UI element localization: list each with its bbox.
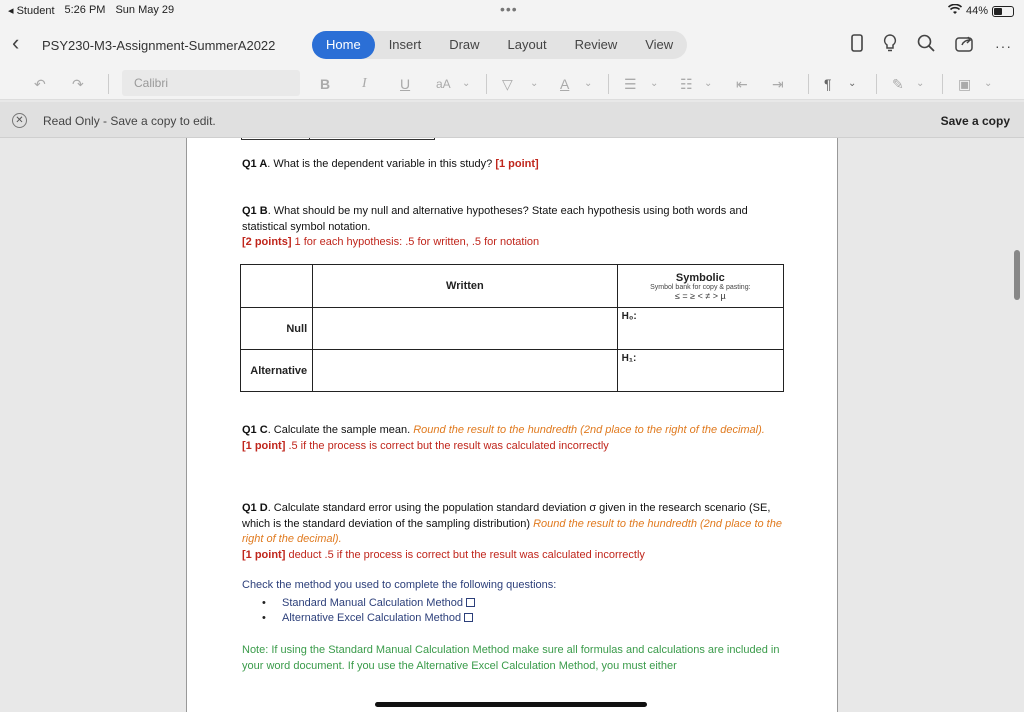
chevron-down-icon[interactable]: ⌄	[848, 78, 857, 89]
toolbar-divider	[108, 74, 109, 94]
row-label-null: Null	[241, 308, 313, 350]
chevron-down-icon[interactable]: ⌄	[584, 78, 593, 89]
question-1d: Q1 D. Calculate standard error using the population standard deviation σ given in the research scenario (SE, which is the standard deviation of the sampling distribution) Round the result to the hundredth (2nd place to the right of the decimal). [1 point] deduct .5 if the process is correct but the result was calculated incorrectly	[242, 502, 782, 561]
battery-percent: 44%	[965, 5, 988, 17]
wifi-icon	[948, 4, 962, 18]
share-icon[interactable]	[955, 34, 975, 57]
font-size-button[interactable]: aA	[436, 77, 451, 91]
search-icon[interactable]	[917, 34, 935, 57]
chevron-down-icon[interactable]: ⌄	[650, 78, 659, 89]
save-a-copy-button[interactable]: Save a copy	[940, 114, 1010, 128]
document-title[interactable]: PSY230-M3-Assignment-SummerA2022	[42, 38, 276, 53]
chevron-left-icon[interactable]: ‹	[12, 30, 20, 55]
manual-method-checkbox[interactable]	[466, 598, 475, 607]
lightbulb-icon[interactable]	[883, 34, 897, 57]
highlight-icon[interactable]: ▽	[502, 76, 513, 92]
font-name-select[interactable]: Calibri	[122, 70, 300, 96]
tab-view[interactable]: View	[645, 37, 674, 52]
chevron-down-icon[interactable]: ⌄	[704, 78, 713, 89]
status-time: 5:26 PM	[64, 4, 106, 16]
chevron-down-icon[interactable]: ⌄	[984, 78, 993, 89]
method-check	[242, 578, 787, 627]
alternative-symbolic-cell[interactable]: H₁:	[617, 350, 783, 392]
paragraph-icon[interactable]: ¶	[824, 76, 832, 92]
increase-indent-icon[interactable]: ⇥	[772, 76, 784, 92]
tab-home[interactable]: Home	[312, 31, 375, 59]
close-circle-icon[interactable]: ✕	[12, 113, 27, 128]
decrease-indent-icon[interactable]: ⇤	[736, 76, 748, 92]
list-item: • Standard Manual Calculation Method	[242, 596, 787, 612]
tab-insert[interactable]: Insert	[388, 37, 422, 52]
list-item: • Alternative Excel Calculation Method	[242, 611, 787, 627]
undo-icon[interactable]: ↶	[34, 76, 46, 92]
chevron-down-icon[interactable]: ⌄	[462, 78, 471, 89]
more-icon[interactable]: ···	[995, 37, 1012, 54]
status-date: Sun May 29	[115, 4, 175, 16]
tab-review[interactable]: Review	[574, 37, 618, 52]
title-bar	[0, 22, 1024, 68]
styles-icon[interactable]: ✎	[892, 76, 904, 92]
null-symbolic-cell[interactable]: H₀:	[617, 308, 783, 350]
read-only-message: Read Only - Save a copy to edit.	[43, 114, 216, 128]
status-bar	[0, 0, 1024, 22]
question-1b: Q1 B. What should be my null and alternative hypotheses? State each hypothesis using both words and statistical symbol notation. [2 points] 1 for each hypothesis: .5 for written, .5 for notation	[242, 205, 748, 248]
redo-icon[interactable]: ↷	[72, 76, 84, 92]
underline-button[interactable]: U	[400, 76, 411, 92]
tab-layout[interactable]: Layout	[507, 37, 547, 52]
battery-icon	[992, 6, 1014, 17]
clipboard-icon[interactable]: ▣	[958, 76, 972, 92]
method-check-prompt: Check the method you used to complete the following questions:	[242, 579, 557, 591]
phone-icon[interactable]	[851, 34, 863, 57]
hypothesis-table	[240, 264, 784, 392]
written-column-header: Written	[313, 265, 618, 308]
ribbon-tabs	[312, 31, 687, 59]
alternative-written-cell[interactable]	[313, 350, 618, 392]
read-only-bar	[0, 102, 1024, 138]
symbolic-column-header: Symbolic Symbol bank for copy & pasting: ≤ = ≥ < ≠ > µ	[617, 265, 783, 308]
question-1c: Q1 C. Calculate the sample mean. Round the result to the hundredth (2nd place to the right of the decimal). [1 point] .5 if the process is correct but the result was calculated incorrectly	[242, 424, 765, 452]
null-written-cell[interactable]	[313, 308, 618, 350]
chevron-down-icon[interactable]: ⌄	[916, 78, 925, 89]
formatting-toolbar	[0, 68, 1024, 100]
font-color-icon[interactable]: A	[560, 76, 570, 92]
excel-method-checkbox[interactable]	[464, 613, 473, 622]
document-page[interactable]	[186, 138, 838, 712]
question-1a: Q1 A. What is the dependent variable in this study? [1 point]	[242, 158, 539, 170]
battery-level	[994, 8, 1002, 15]
multitasking-dots-icon[interactable]: •••	[500, 1, 518, 17]
bold-button[interactable]: B	[320, 76, 331, 92]
note-paragraph: Note: If using the Standard Manual Calculation Method make sure all formulas and calculations are included in your word document. If you use the Alternative Excel Calculation Method, you must either	[242, 644, 780, 672]
tab-draw[interactable]: Draw	[449, 37, 480, 52]
previous-table-edge	[241, 138, 435, 140]
home-indicator[interactable]	[375, 702, 647, 707]
italic-button[interactable]: I	[362, 76, 367, 91]
bullet-list-icon[interactable]: ☰	[624, 76, 637, 92]
vertical-scrollbar[interactable]	[1014, 250, 1020, 300]
chevron-down-icon[interactable]: ⌄	[530, 78, 539, 89]
numbered-list-icon[interactable]: ☷	[680, 76, 693, 92]
row-label-alternative: Alternative	[241, 350, 313, 392]
document-canvas[interactable]	[0, 138, 1024, 712]
symbol-bank: ≤ = ≥ < ≠ > µ	[674, 290, 726, 301]
back-to-app-link[interactable]: ◂ Student	[8, 5, 55, 17]
table-corner-cell	[241, 265, 313, 308]
